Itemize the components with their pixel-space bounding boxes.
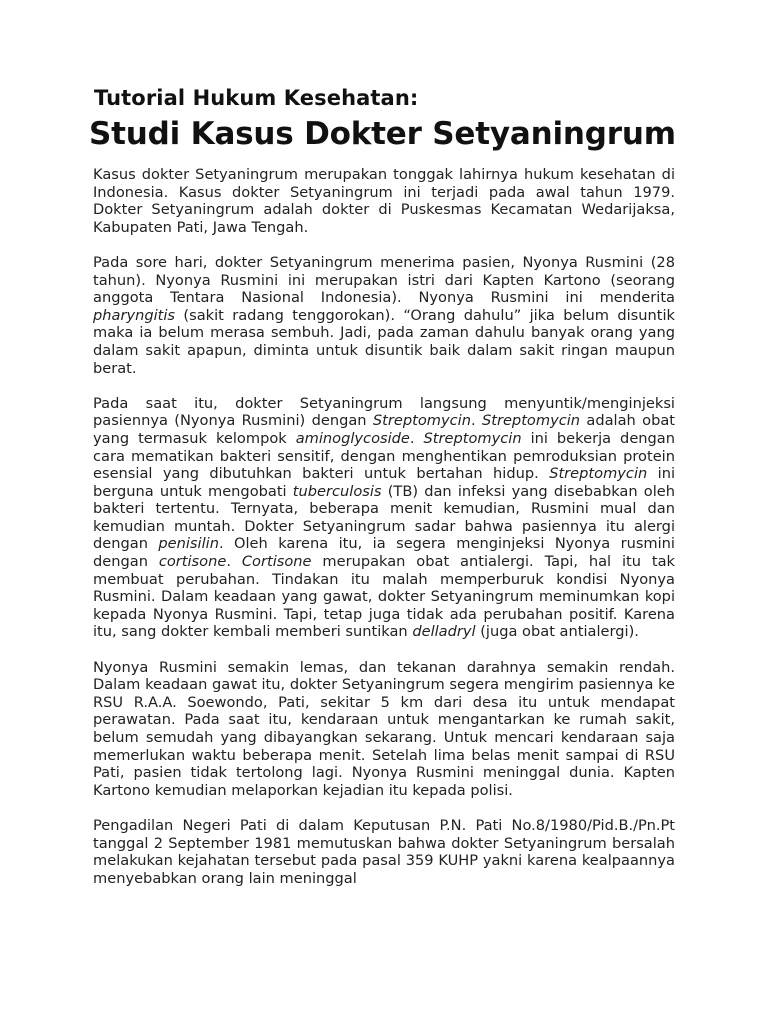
paragraph-text: ini berguna untuk mengobati [93,465,676,500]
italic-term: delladryl [412,623,476,641]
paragraph-text: Pada sore hari, dokter Setyaningrum menerima pasien, Nyonya Rusmini (28 tahun). Nyonya Rusmini ini merupakan istri dari Kapten Kartono (seorang anggota Tentara Nasional Indonesia). Nyonya Rusmini ini menderita [93,253,675,307]
italic-term: Streptomycin [549,465,648,483]
paragraph-text: ini bekerja dengan cara mematikan bakteri sensitif, dengan menghentikan pemroduksian protein esensial yang dibutuhkan bakteri untuk bertahan hidup. [93,429,675,483]
italic-term: aminoglycoside [295,429,410,447]
body-paragraph [93,817,675,887]
paragraph-text: Pengadilan Negeri Pati di dalam Keputusan P.N. Pati No.8/1980/Pid.B./Pn.Pt tanggal 2 September 1981 memutuskan bahwa dokter Setyaningrum bersalah melakukan kejahatan tersebut pada pasal 359 KUHP yakni karena kealpaannya menyebabkan orang lain meninggal [93,816,675,887]
italic-term: Cortisone [241,553,312,571]
paragraph-text: Nyonya Rusmini semakin lemas, dan tekanan darahnya semakin rendah. Dalam keadaan gawat itu, dokter Setyaningrum segera mengirim pasiennya ke RSU R.A.A. Soewondo, Pati, sekitar 5 km dari desa itu untuk mendapat perawatan. Pada saat itu, kendaraan untuk mengantarkan ke rumah sakit, belum semudah yang dibayangkan sekarang. Untuk mencari kendaraan saja memerlukan waktu beberapa menit. Setelah lima belas menit sampai di RSU Pati, pasien tidak tertolong lagi. Nyonya Rusmini meninggal dunia. Kapten Kartono kemudian melaporkan kejadian itu kepada polisi. [93,658,675,799]
paragraph-text: (TB) dan infeksi yang disebabkan oleh bakteri tertentu. Ternyata, beberapa menit kemudian, Rusmini mual dan kemudian muntah. Dokter Setyaningrum sadar bahwa pasiennya itu alergi dengan [93,482,675,553]
paragraph-text: (juga obat antialergi). [475,623,639,641]
body-paragraph [93,166,675,236]
body-paragraph [93,659,675,800]
paragraph-text: . [470,412,482,430]
paragraph-text: Pada saat itu, dokter Setyaningrum langsung menyuntik/menginjeksi pasiennya (Nyonya Rusmini) dengan [93,394,675,430]
paragraph-text: . Oleh karena itu, ia segera menginjeksi Nyonya rusmini dengan [93,535,675,571]
italic-term: Streptomycin [481,412,581,430]
italic-term: cortisone [158,553,227,571]
body-paragraph [93,254,675,377]
document-subtitle: Tutorial Hukum Kesehatan: [94,86,419,110]
italic-term: tuberculosis [292,482,382,500]
body-paragraph [93,395,675,641]
italic-term: Streptomycin [423,429,522,447]
paragraph-text: . [409,429,424,447]
paragraph-text: merupakan obat antialergi. Tapi, hal itu tak membuat perubahan. Tindakan itu malah memperburuk kondisi Nyonya Rusmini. Dalam keadaan yang gawat, dokter Setyaningrum meminumkan kopi kepada Nyonya Rusmini. Tapi, tetap juga tidak ada perubahan positif. Karena itu, sang dokter kembali memberi suntikan [93,553,675,641]
italic-term: pharyngitis [93,306,176,324]
italic-term: penisilin [158,535,219,553]
italic-term: Streptomycin [372,412,471,430]
paragraph-text: adalah obat yang termasuk kelompok [93,412,675,447]
document-title: Studi Kasus Dokter Setyaningrum [89,116,676,152]
document-body [93,166,675,887]
paragraph-text: (sakit radang tenggorokan). “Orang dahulu” jika belum disuntik maka ia belum merasa sembuh. Jadi, pada zaman dahulu banyak orang yang dalam sakit apapun, diminta untuk disuntik baik dalam sakit ringan maupun berat. [93,306,675,377]
paragraph-text: Kasus dokter Setyaningrum merupakan tonggak lahirnya hukum kesehatan di Indonesia. Kasus dokter Setyaningrum ini terjadi pada awal tahun 1979. Dokter Setyaningrum adalah dokter di Puskesmas Kecamatan Wedarijaksa, Kabupaten Pati, Jawa Tengah. [93,166,675,236]
paragraph-text: . [226,553,242,571]
